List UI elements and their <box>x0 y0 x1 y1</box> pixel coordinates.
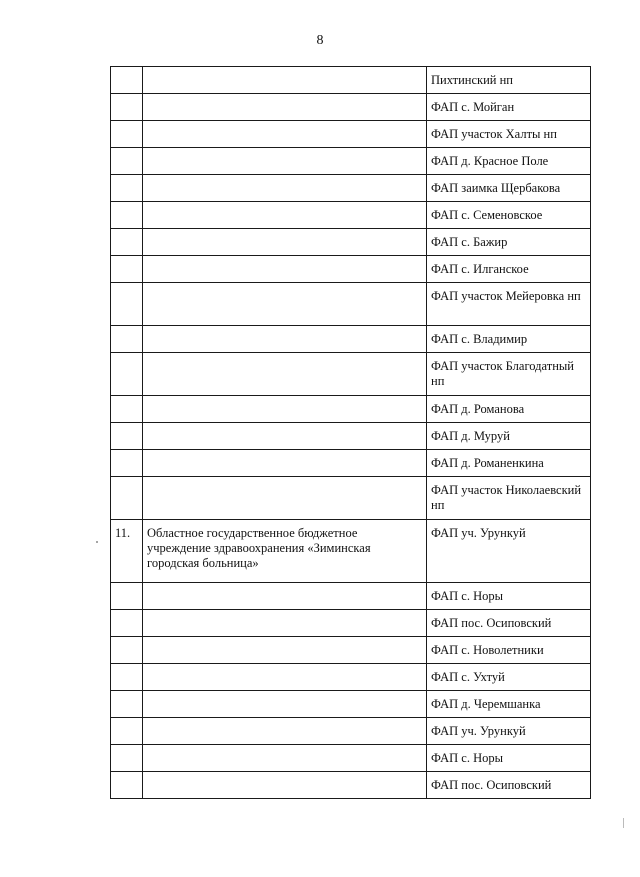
table-row <box>111 256 591 283</box>
row-number-cell <box>111 718 143 745</box>
table-row <box>111 718 591 745</box>
organization-cell <box>143 229 427 256</box>
organization-cell <box>143 94 427 121</box>
table-row <box>111 745 591 772</box>
table-row <box>111 520 591 583</box>
organization-cell <box>143 326 427 353</box>
row-number-cell <box>111 94 143 121</box>
facility-cell: ФАП с. Норы <box>427 583 591 610</box>
table-row <box>111 175 591 202</box>
table-row <box>111 229 591 256</box>
facility-cell: ФАП участок Николаевский нп <box>427 477 591 520</box>
table-row <box>111 664 591 691</box>
organization-cell <box>143 772 427 799</box>
table-row <box>111 772 591 799</box>
table-row <box>111 148 591 175</box>
facility-cell: ФАП д. Романенкина <box>427 450 591 477</box>
facility-cell: Пихтинский нп <box>427 67 591 94</box>
table-row <box>111 202 591 229</box>
organization-cell <box>143 121 427 148</box>
row-number-cell <box>111 229 143 256</box>
row-number-cell <box>111 175 143 202</box>
row-number-cell <box>111 67 143 94</box>
table-row <box>111 353 591 396</box>
row-number-cell <box>111 637 143 664</box>
table-row <box>111 477 591 520</box>
facility-cell: ФАП участок Халты нп <box>427 121 591 148</box>
row-number-cell <box>111 423 143 450</box>
table-row <box>111 326 591 353</box>
facility-cell: ФАП с. Ухтуй <box>427 664 591 691</box>
facility-cell: ФАП уч. Урункуй <box>427 718 591 745</box>
table-row <box>111 637 591 664</box>
organization-cell <box>143 67 427 94</box>
organization-cell <box>143 175 427 202</box>
organization-cell <box>143 256 427 283</box>
facility-cell: ФАП участок Мейеровка нп <box>427 283 591 326</box>
row-number-cell <box>111 396 143 423</box>
organization-cell <box>143 423 427 450</box>
organization-cell: Областное государственное бюджетное учреждение здравоохранения «Зиминская городская больница» <box>143 520 427 583</box>
organization-cell <box>143 583 427 610</box>
organization-cell <box>143 353 427 396</box>
organization-cell <box>143 450 427 477</box>
facility-cell: ФАП пос. Осиповский <box>427 610 591 637</box>
table-row <box>111 121 591 148</box>
table-row <box>111 283 591 326</box>
organization-cell <box>143 691 427 718</box>
table-row <box>111 423 591 450</box>
row-number-cell <box>111 691 143 718</box>
organization-cell <box>143 718 427 745</box>
row-number-cell <box>111 326 143 353</box>
facility-cell: ФАП с. Бажир <box>427 229 591 256</box>
facility-table <box>110 66 591 799</box>
row-number-cell <box>111 450 143 477</box>
facility-cell: ФАП пос. Осиповский <box>427 772 591 799</box>
facility-cell: ФАП уч. Урункуй <box>427 520 591 583</box>
row-number-cell: 11. <box>111 520 143 583</box>
row-number-cell <box>111 202 143 229</box>
table-row <box>111 396 591 423</box>
facility-cell: ФАП с. Владимир <box>427 326 591 353</box>
row-number-cell <box>111 353 143 396</box>
row-number-cell <box>111 772 143 799</box>
facility-cell: ФАП с. Норы <box>427 745 591 772</box>
table-row <box>111 583 591 610</box>
row-number-cell <box>111 148 143 175</box>
organization-cell <box>143 283 427 326</box>
organization-cell <box>143 664 427 691</box>
organization-cell <box>143 396 427 423</box>
scan-speck <box>96 541 98 543</box>
table-row <box>111 450 591 477</box>
table-row <box>111 691 591 718</box>
facility-cell: ФАП с. Новолетники <box>427 637 591 664</box>
organization-cell <box>143 202 427 229</box>
row-number-cell <box>111 583 143 610</box>
row-number-cell <box>111 256 143 283</box>
facility-cell: ФАП заимка Щербакова <box>427 175 591 202</box>
table-row <box>111 610 591 637</box>
row-number-cell <box>111 610 143 637</box>
row-number-cell <box>111 283 143 326</box>
organization-cell <box>143 745 427 772</box>
organization-cell <box>143 477 427 520</box>
scan-mark <box>623 818 624 828</box>
page-number: 8 <box>316 33 324 48</box>
organization-cell <box>143 610 427 637</box>
facility-cell: ФАП д. Черемшанка <box>427 691 591 718</box>
row-number-cell <box>111 745 143 772</box>
row-number-cell <box>111 477 143 520</box>
facility-cell: ФАП д. Красное Поле <box>427 148 591 175</box>
facility-cell: ФАП с. Мойган <box>427 94 591 121</box>
facility-cell: ФАП участок Благодатный нп <box>427 353 591 396</box>
row-number-cell <box>111 664 143 691</box>
organization-cell <box>143 637 427 664</box>
facility-cell: ФАП с. Семеновское <box>427 202 591 229</box>
organization-cell <box>143 148 427 175</box>
facility-cell: ФАП д. Романова <box>427 396 591 423</box>
table-row <box>111 94 591 121</box>
facility-cell: ФАП с. Илганское <box>427 256 591 283</box>
facility-cell: ФАП д. Муруй <box>427 423 591 450</box>
row-number-cell <box>111 121 143 148</box>
table-row <box>111 67 591 94</box>
